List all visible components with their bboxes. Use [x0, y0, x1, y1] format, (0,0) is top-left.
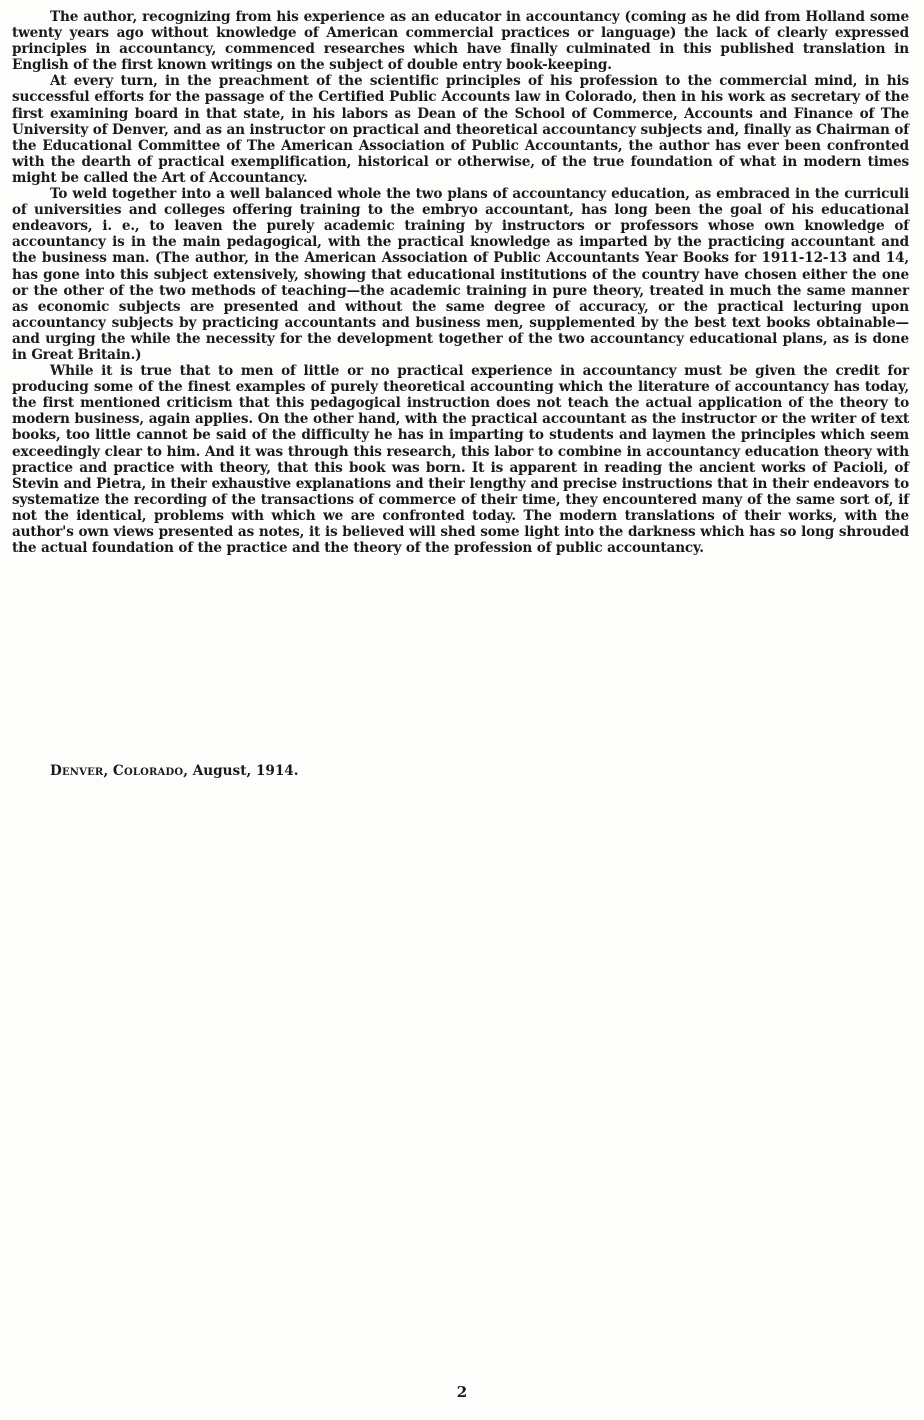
paragraph-1: The author, recognizing from his experience as an educator in accountancy (coming as he did from Holland some twenty years ago without knowledge of American commercial practices or language) the lack of clearly expressed principles in accountancy, commenced researches which have finally culminated in this published translation in English of the first known writings on the subject of double entry book-keeping.	[12, 9, 909, 74]
signature-date: August, 1914.	[192, 763, 299, 779]
paragraph-4: While it is true that to men of little or no practical experience in accountancy must be given the credit for producing some of the finest examples of purely theoretical accounting which the literature of accountancy has today, the first mentioned criticism that this pedagogical instruction does not teach the actual application of the theory to modern business, again applies. On the other hand, with the practical accountant as the instructor or the writer of text books, too little cannot be said of the difficulty he has in imparting to students and laymen the principles which seem exceedingly clear to him. And it was through this research, this labor to combine in accountancy education theory with practice and practice with theory, that this book was born. It is apparent in reading the ancient works of Pacioli, of Stevin and Pietra, in their exhaustive explanations and their lengthy and precise instructions that in their endeavors to systematize the recording of the transactions of commerce of their time, they encountered many of the same sort of, if not the identical, problems with which we are confronted today. The modern translations of their works, with the author's own views presented as notes, it is believed will shed some light into the darkness which has so long shrouded the actual foundation of the practice and the theory of the profession of public accountancy.	[12, 363, 909, 557]
body-text	[12, 9, 909, 556]
signature-line: Denver, Colorado, August, 1914.	[50, 763, 299, 779]
signature-city: Denver	[50, 763, 104, 779]
paragraph-3: To weld together into a well balanced whole the two plans of accountancy education, as embraced in the curriculi of universities and colleges offering training to the embryo accountant, has long been the goal of his educational endeavors, i. e., to leaven the purely academic training by instructors or professors whose own knowledge of accountancy is in the main pedagogical, with the practical knowledge as imparted by the practicing accountant and the business man. (The author, in the American Association of Public Accountants Year Books for 1911-12-13 and 14, has gone into this subject extensively, showing that educational institutions of the country have chosen either the one or the other of the two methods of teaching—the academic training in pure theory, treated in much the same manner as economic subjects are presented and without the same degree of accuracy, or the practical lecturing upon accountancy subjects by practicing accountants and business men, supplemented by the best text books obtainable—and urging the while the necessity for the development together of the two accountancy educational plans, as is done in Great Britain.)	[12, 186, 909, 363]
paragraph-2: At every turn, in the preachment of the scientific principles of his profession to the commercial mind, in his successful efforts for the passage of the Certified Public Accounts law in Colorado, then in his work as secretary of the first examining board in that state, in his labors as Dean of the School of Commerce, Accounts and Finance of The University of Denver, and as an instructor on practical and theoretical accountancy subjects and, finally as Chairman of the Educational Committee of The American Association of Public Accountants, the author has ever been confronted with the dearth of practical exemplification, historical or otherwise, of the true foundation of what in modern times might be called the Art of Accountancy.	[12, 73, 909, 186]
signature-state: Colorado	[112, 763, 184, 779]
page-number: 2	[456, 1383, 468, 1401]
